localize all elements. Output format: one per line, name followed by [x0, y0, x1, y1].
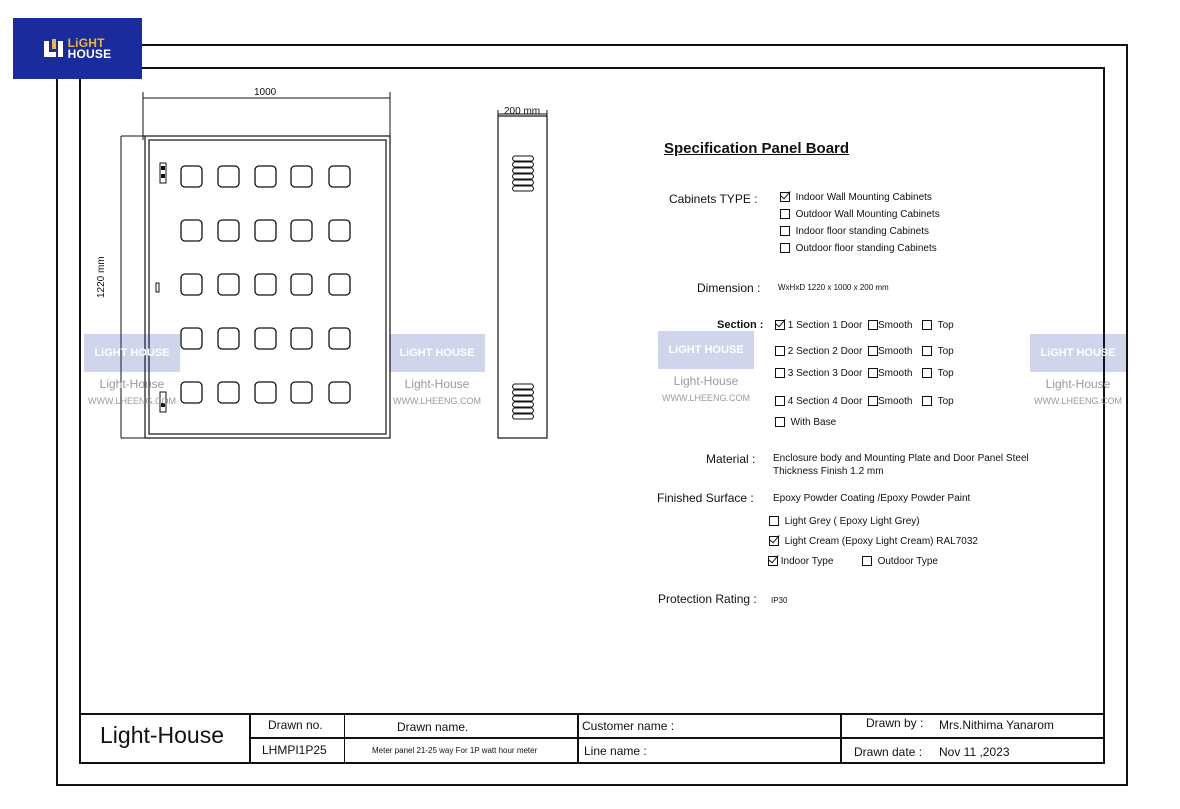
- smooth-option-2[interactable]: Smooth: [868, 346, 912, 357]
- meter-window: [291, 274, 312, 295]
- watermark-2: LiGHT HOUSE Light-House WWW.LHEENG.COM: [389, 334, 485, 406]
- dimension-value: WxHxD 1220 x 1000 x 200 mm: [778, 283, 889, 292]
- depth-dimension-label: 200 mm: [504, 106, 541, 117]
- vent-slot: [513, 408, 534, 413]
- vent-slot: [513, 402, 534, 407]
- spec-title: Specification Panel Board: [664, 140, 850, 157]
- vent-slot: [513, 156, 534, 161]
- finished-surface-value: Epoxy Powder Coating /Epoxy Powder Paint: [773, 493, 971, 504]
- checkbox[interactable]: [775, 346, 785, 356]
- checkbox-checked[interactable]: [775, 320, 785, 330]
- meter-window: [329, 274, 350, 295]
- vent-slot: [513, 162, 534, 167]
- watermark-3: LiGHT HOUSE Light-House WWW.LHEENG.COM: [658, 331, 754, 403]
- meter-window: [329, 382, 350, 403]
- height-dimension-label: 1220 mm: [96, 256, 107, 298]
- cabinet-option-4[interactable]: Outdoor floor standing Cabinets: [780, 243, 937, 254]
- meter-window: [218, 382, 239, 403]
- material-label: Material :: [706, 452, 756, 466]
- checkbox-checked[interactable]: [768, 556, 778, 566]
- line-name-label: Line name :: [584, 744, 647, 758]
- top-option-1[interactable]: Top: [922, 320, 954, 331]
- indoor-type-option[interactable]: Indoor Type: [768, 556, 833, 567]
- logo-line2: HOUSE: [67, 46, 112, 61]
- outdoor-type-option[interactable]: Outdoor Type: [862, 556, 938, 567]
- meter-window: [255, 382, 276, 403]
- watermark-4: LiGHT HOUSE Light-House WWW.LHEENG.COM: [1030, 334, 1126, 406]
- company-name: Light-House: [100, 722, 225, 748]
- logo-line1: LiGHT: [67, 35, 105, 50]
- cabinet-option-1[interactable]: Indoor Wall Mounting Cabinets: [780, 192, 932, 203]
- drawn-date-label: Drawn date :: [854, 745, 923, 759]
- checkbox[interactable]: [775, 396, 785, 406]
- top-option-4[interactable]: Top: [922, 396, 954, 407]
- meter-window: [218, 274, 239, 295]
- cabinet-option-3[interactable]: Indoor floor standing Cabinets: [780, 226, 929, 237]
- color-option-grey[interactable]: Light Grey ( Epoxy Light Grey): [769, 516, 920, 527]
- width-dimension-label: 1000: [254, 87, 277, 98]
- checkbox[interactable]: [780, 226, 790, 236]
- vent-slot: [513, 384, 534, 389]
- section-label: Section :: [717, 319, 764, 331]
- meter-window: [181, 220, 202, 241]
- vent-slot: [513, 396, 534, 401]
- color-option-cream[interactable]: Light Cream (Epoxy Light Cream) RAL7032: [769, 536, 978, 547]
- protection-label: Protection Rating :: [658, 592, 757, 606]
- smooth-option-3[interactable]: Smooth: [868, 368, 912, 379]
- vent-slot: [513, 414, 534, 419]
- meter-window: [181, 274, 202, 295]
- drawn-no-value: LHMPI1P25: [262, 743, 327, 757]
- checkbox[interactable]: [769, 516, 779, 526]
- drawn-by-label: Drawn by :: [866, 716, 924, 730]
- cabinet-option-2[interactable]: Outdoor Wall Mounting Cabinets: [780, 209, 940, 220]
- checkbox[interactable]: [775, 417, 785, 427]
- drawn-date-value: Nov 11 ,2023: [939, 745, 1010, 759]
- drawn-by-value: Mrs.Nithima Yanarom: [939, 718, 1054, 732]
- material-line1: Enclosure body and Mounting Plate and Door Panel Steel: [773, 453, 1029, 464]
- checkbox-checked[interactable]: [780, 192, 790, 202]
- watermark-1: LiGHT HOUSE Light-House WWW.LHEENG.COM: [84, 334, 180, 406]
- meter-window: [329, 166, 350, 187]
- meter-window: [218, 328, 239, 349]
- meter-window: [329, 220, 350, 241]
- lighthouse-logo-icon: [44, 39, 64, 59]
- meter-window: [291, 220, 312, 241]
- checkbox-checked[interactable]: [769, 536, 779, 546]
- customer-name-label: Customer name :: [582, 719, 675, 733]
- meter-window: [255, 328, 276, 349]
- meter-window: [291, 328, 312, 349]
- vent-slot: [513, 390, 534, 395]
- vent-slot: [513, 174, 534, 179]
- meter-window: [255, 220, 276, 241]
- checkbox[interactable]: [780, 243, 790, 253]
- top-option-3[interactable]: Top: [922, 368, 954, 379]
- protection-value: IP30: [771, 596, 788, 605]
- section-option-2[interactable]: 2 Section 2 Door: [775, 346, 862, 357]
- drawn-name-value: Meter panel 21-25 way For 1P watt hour meter: [372, 746, 538, 755]
- meter-window: [218, 220, 239, 241]
- checkbox[interactable]: [862, 556, 872, 566]
- meter-window: [291, 166, 312, 187]
- smooth-option-1[interactable]: Smooth: [868, 320, 912, 331]
- meter-window: [218, 166, 239, 187]
- dimension-label: Dimension :: [697, 281, 761, 295]
- top-option-2[interactable]: Top: [922, 346, 954, 357]
- material-line2: Thickness Finish 1.2 mm: [773, 466, 884, 477]
- vent-slot: [513, 168, 534, 173]
- vent-slot: [513, 180, 534, 185]
- meter-window: [181, 328, 202, 349]
- section-option-3[interactable]: 3 Section 3 Door: [775, 368, 862, 379]
- with-base-option[interactable]: With Base: [775, 417, 836, 428]
- smooth-option-4[interactable]: Smooth: [868, 396, 912, 407]
- checkbox[interactable]: [780, 209, 790, 219]
- meter-window: [255, 274, 276, 295]
- drawn-name-label: Drawn name.: [397, 720, 469, 734]
- meter-window: [255, 166, 276, 187]
- lighthouse-logo: [13, 18, 142, 79]
- side-view-drawing: [490, 100, 560, 445]
- checkbox[interactable]: [775, 368, 785, 378]
- cabinets-label: Cabinets TYPE :: [669, 192, 758, 206]
- meter-window: [291, 382, 312, 403]
- section-option-4[interactable]: 4 Section 4 Door: [775, 396, 862, 407]
- meter-window: [329, 328, 350, 349]
- meter-window: [181, 166, 202, 187]
- section-option-1[interactable]: 1 Section 1 Door: [775, 320, 862, 331]
- drawn-no-label: Drawn no.: [268, 718, 323, 732]
- vent-slot: [513, 186, 534, 191]
- finished-surface-label: Finished Surface :: [657, 491, 754, 505]
- meter-window: [181, 382, 202, 403]
